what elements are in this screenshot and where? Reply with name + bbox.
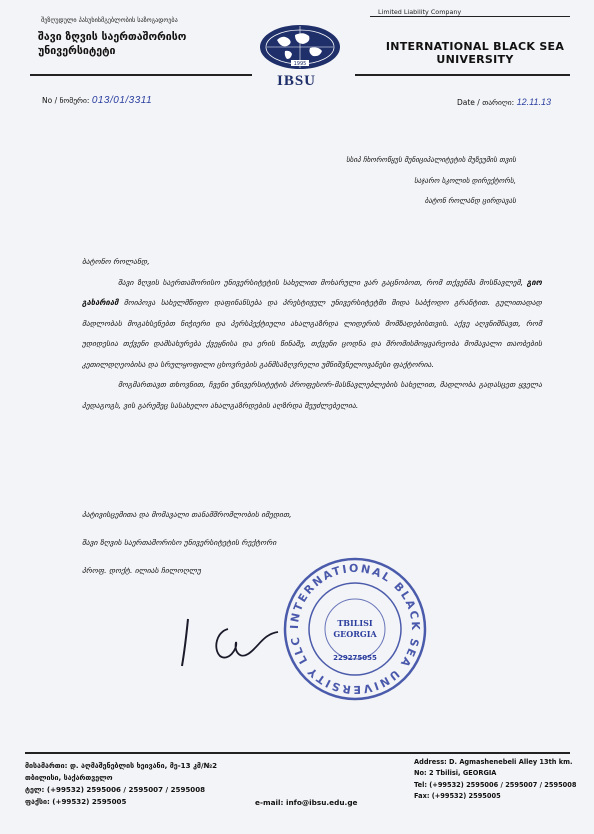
footer-left-line4: ფაქსი: (+99532) 2595005 (25, 797, 127, 806)
addressee-line1: სსიპ ჩხოროწყუს მუნიციპალიტეტის მუზეუმის თვის (346, 155, 516, 164)
footer-right-line2: No: 2 Tbilisi, GEORGIA (414, 769, 497, 778)
footer-english-address (414, 757, 589, 802)
footer-right-line1: Address: D. Agmashenebeli Alley 13th km. (414, 758, 573, 766)
header-english-name-line1: INTERNATIONAL BLACK SEA (385, 40, 565, 53)
addressee-line2: საჯარო სკოლის დირექტორს, (414, 175, 516, 185)
globe-logo-icon (255, 20, 345, 76)
footer-left-line1: მისამართი: დ. აღმაშენებლის ხეივანი, მე-13 კმ/№2 (25, 761, 218, 770)
student-name: გიო გახარიამ (82, 277, 542, 307)
footer-left-line2: თბილისი, საქართველო (25, 773, 113, 782)
stamp-country: GEORGIA (333, 629, 377, 639)
header-english-name (375, 40, 575, 66)
stamp-code: 229275055 (333, 654, 377, 662)
date-value: 12.11.13 (516, 97, 551, 107)
footer-rule (25, 752, 570, 754)
university-stamp-icon (282, 556, 428, 702)
ibsu-acronym: IBSU (277, 73, 317, 89)
header-right-rule (355, 74, 570, 76)
header-english-subtitle: Limited Liability Company (378, 8, 462, 16)
footer-right-line4: Fax: (+99532) 2595005 (414, 791, 501, 800)
stamp-ring-text: INTERNATIONAL BLACK SEA UNIVERSITY LLC (287, 561, 423, 697)
reference-label: No / ნომერი: (42, 96, 90, 105)
header-english-name-line2: UNIVERSITY (436, 53, 514, 66)
salutation: ბატონო როლანდ, (82, 257, 150, 266)
logo-year: 1995 (293, 61, 307, 67)
regards-line: პატივისცემითა და მომავალი თანამშრომლობის იმედით, (82, 510, 292, 519)
addressee-block (206, 150, 516, 212)
header-left-rule (30, 74, 252, 76)
stamp-city: TBILISI (337, 618, 373, 628)
letter-date (457, 97, 551, 107)
header-right-top-rule (370, 16, 570, 17)
header-georgian-name-line1: შავი ზღვის საერთაშორისო (38, 31, 187, 43)
reference-value: 013/01/3311 (91, 95, 153, 106)
paragraph-1 (82, 273, 542, 376)
paragraph-1-rest: მოიპოვა სახელმწიფო დაფინანსება და პრესტიჟულ უნივერსიტეტში შიდა საბჭოდო გრანტით. გულითადად მადლობას მოგახსენებთ ნიჭიერი და პერსპექტიული ახალგაზრდა ლიდერის მომზადებისთვის. აქვე აღვნიშნავთ, რომ უდიდესია თქვენი დამსახურება ქვეყნისა და ერის წინაშე, თქვენი ცოდნა და შრომისმოყვარეობა მომავალი თაობების კეთილდღეობისა და სრულყოფილი ცხოვრების განმსაზღვრელი უმნიშვნელოვანესი ფაქტორია. (82, 298, 542, 369)
paragraph-1-start: შავი ზღვის საერთაშორისო უნივერსიტეტის სახელით მოხარული ვარ გაცნობოთ, რომ თქვენმა მოსწავლემ, (118, 277, 524, 287)
header-georgian-name (38, 30, 248, 58)
footer-georgian-address (25, 760, 265, 808)
letter-body (82, 252, 542, 416)
date-label: Date / თარიღი: (457, 98, 515, 107)
footer-left-line3: ტელ: (+99532) 2595006 / 2595007 / 2595008 (25, 785, 206, 794)
signatory-name: პროფ. დოქტ. ილიას ჩილოღლუ (82, 566, 201, 575)
paragraph-2: მოგმართავთ თხოვნით, ჩვენი უნივერსიტეტის პროფესორ-მასწავლებლების სახელით, მადლობა გადასცეთ ყველა პედაგოგს, ვის გარეშეც სასახელო ახალგაზრდების აღზრდა შეუძლებელია. (82, 380, 542, 410)
footer-right-line3: Tel: (+99532) 2595006 / 2595007 / 2595008 (414, 780, 577, 789)
footer-email: e-mail: info@ibsu.edu.ge (255, 798, 358, 807)
addressee-line3: ბატონ როლანდ ცირდავას (424, 196, 516, 205)
header-georgian-subtitle: შეზღუდული პასუხისმგებლობის საზოგადოება (41, 17, 178, 24)
reference-number (42, 95, 152, 106)
signatory-title: შავი ზღვის საერთაშორისო უნივერსიტეტის რექტორი (82, 538, 277, 547)
header-georgian-name-line2: უნივერსიტეტი (38, 45, 116, 57)
